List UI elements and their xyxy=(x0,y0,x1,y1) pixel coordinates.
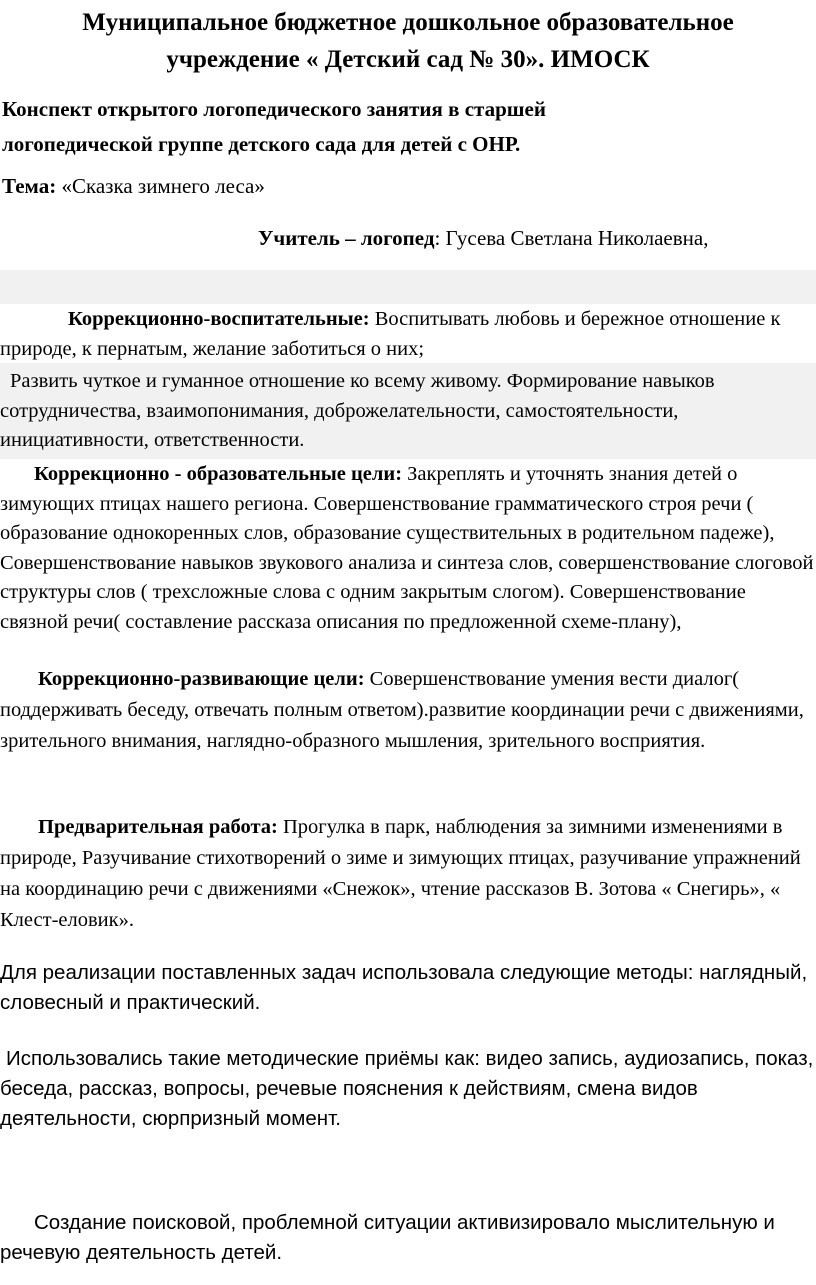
preliminary-work-label: Предварительная работа: xyxy=(38,816,278,838)
topic-label: Тема: xyxy=(2,174,57,198)
conclusion-paragraph: Создание поисковой, проблемной ситуации активизировало мыслительную и речевую деятельность детей. xyxy=(0,1211,775,1264)
teacher-line xyxy=(258,222,708,254)
techniques-paragraph: Использовались такие методические приёмы как: видео запись, аудиозапись, показ, беседа, рассказ, вопросы, речевые пояснения к действиям, смена видов деятельности, сюрпризный момент. xyxy=(0,1047,814,1130)
developing-goals-label: Коррекционно-развивающие цели: xyxy=(38,668,365,690)
subtitle-line-2: логопедической группе детского сада для детей с ОНР. xyxy=(2,132,521,156)
upbringing-goals-paragraph xyxy=(0,305,814,364)
lesson-topic xyxy=(2,170,816,202)
document-title xyxy=(0,4,816,78)
upbringing-goals-paragraph-2: Развить чуткое и гуманное отношение ко всему живому. Формирование навыков сотрудничества, взаимопонимания, доброжелательности, самостоятельности, инициативности, ответственности. xyxy=(0,370,715,451)
lesson-subtitle xyxy=(2,92,816,162)
preliminary-work-paragraph xyxy=(0,812,814,936)
highlight-band xyxy=(0,270,816,304)
educational-goals xyxy=(0,460,814,637)
teacher-name: : Гусева Светлана Николаевна, xyxy=(434,226,709,250)
educational-goals-label: Коррекционно - образовательные цели: xyxy=(34,463,403,485)
teacher-label: Учитель – логопед xyxy=(258,226,435,250)
subtitle-line-1: Конспект открытого логопедического занятия в старшей xyxy=(2,97,546,121)
upbringing-goals-text: Воспитывать любовь и бережное отношение к природе, к пернатым, желание заботиться о них; xyxy=(0,308,781,360)
educational-goals-paragraph xyxy=(0,460,814,637)
developing-goals xyxy=(0,664,814,757)
preliminary-work xyxy=(0,812,814,936)
upbringing-goals-label: Коррекционно-воспитательные: xyxy=(68,308,370,330)
topic-value: «Сказка зимнего леса» xyxy=(56,174,265,198)
title-line-1: Муниципальное бюджетное дошкольное образовательное xyxy=(82,9,734,36)
developing-goals-text: Совершенствование умения вести диалог( поддерживать беседу, отвечать полным ответом).развитие координации речи с движениями, зрительного внимания, наглядно-образного мышления, зрительного восприятия. xyxy=(0,668,804,752)
upbringing-goals xyxy=(0,305,814,456)
developing-goals-paragraph xyxy=(0,664,814,757)
preliminary-work-text: Прогулка в парк, наблюдения за зимними изменениями в природе, Разучивание стихотворений о зиме и зимующих птицах, разучивание упражнений на координацию речи с движениями «Снежок», чтение рассказов В. Зотова « Снегирь», « Клест-еловик». xyxy=(0,816,801,931)
educational-goals-text: Закреплять и уточнять знания детей о зимующих птицах нашего региона. Совершенствование грамматического строя речи ( образование однокоренных слов, образование существительных в родительном падеже), Совершенствование навыков звукового анализа и синтеза слов, совершенствование слоговой структуры слов ( трехсложные слова с одним закрытым слогом). Совершенствование связной речи( составление рассказа описания по предложенной схеме-плану), xyxy=(0,463,814,633)
methods-paragraph: Для реализации поставленных задач использовала следующие методы: наглядный, словесный и практический. xyxy=(0,961,808,1014)
title-line-2: учреждение « Детский сад № 30». ИМОСК xyxy=(166,46,650,73)
